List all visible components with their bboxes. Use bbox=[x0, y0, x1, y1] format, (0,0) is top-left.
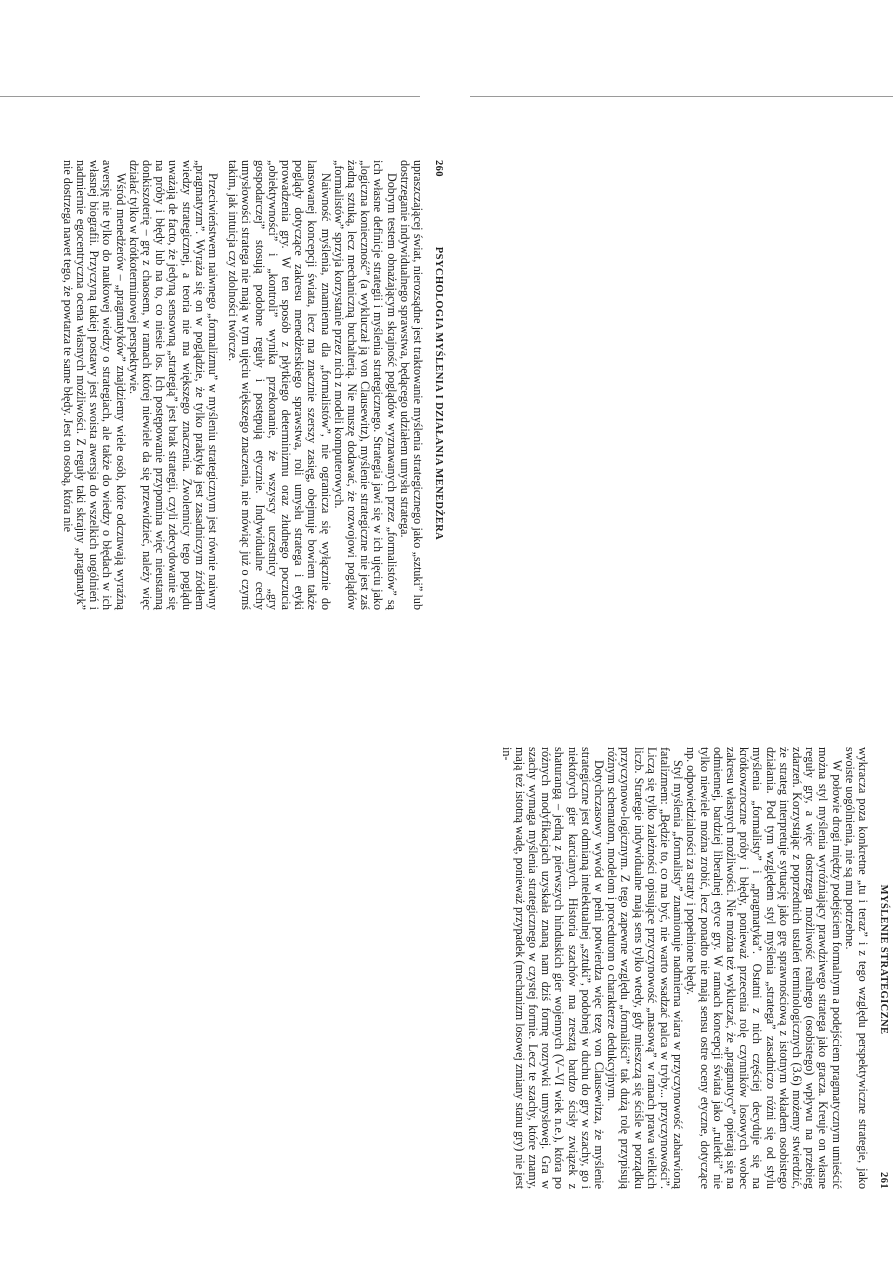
right-page-number: 261 bbox=[878, 1172, 889, 1189]
left-paragraph-2: Dobrym testem obnażającym skrajność poglądów wyznawanych przez „formalistów” są ich własne definicje strategii i myślenia strategicznego. Strategia jawi się w ich ujęciu jako „logiczna konieczność” (a wykluczał ją von Clausewitz), myślenie strategiczne nie jest zaś żadną sztuką, lecz mechaniczną buchalterią. Nie muszę dodawać, że rozwojowi poglądów „formalistów” sprzyja korzystanie przez nich z modeli komputerowych. bbox=[331, 160, 399, 610]
right-page-header bbox=[873, 747, 889, 1189]
right-paragraph-4: Dotychczasowy wywód w pełni potwierdza więc tezę von Clausewitza, że myślenie strategiczne jest odmianą intelektualnej „sztuki”, podobnej w duchu do gry w szachy, go i niektórych gier karcianych. Historia szachów ma zresztą bardzo ścisły związek z shaturangą – jedną z pierwszych hinduskich gier wojennych (V–VI wiek n.e.), która po różnych modyfikacjach uzyskała znaną nam dziś formę rozrywki umysłowej. Gra w szachy wymaga myślenia strategicznego w czystej formie. Lecz te szachy, które znamy, mają też istotną wadę, ponieważ przypadek (mechanizm losowej zmiany stanu gry) nie jest in- bbox=[499, 747, 606, 1189]
right-page bbox=[499, 747, 889, 1189]
scan-edge-line-left bbox=[0, 96, 420, 97]
left-paragraph-5: Wśród menedżerów – „pragmatyków” znajdziemy wiele osób, które odczuwają wyraźną awersję nie tylko do naukowej wiedzy o strategiach, ale także do wiedzy o błędach w ich własnej biografii. Przyczyną takiej postawy jest swoista awersja do wszelkich uogólnień i nadmiernie egocentryczna ocena własnych możliwości. Z reguły taki skrajny „pragmatyk” nie dostrzega nawet tego, że powtarza te same błędy. Jest on osobą, która nie bbox=[60, 160, 128, 610]
left-page-number: 260 bbox=[433, 160, 444, 177]
left-running-head: PSYCHOLOGIA MYŚLENIA I DZIAŁANIA MENEDŻERA bbox=[433, 246, 444, 541]
right-running-head: MYŚLENIE STRATEGICZNE bbox=[878, 884, 889, 1035]
left-paragraph-1: upraszczającej świat, nierozsądne jest traktowanie myślenia strategicznego jako „sztuki” lub dostrzeganie indywidualnego sprawstwa, będącego udziałem umysłu stratega. bbox=[397, 160, 425, 610]
right-paragraph-2: W połowie drogi między podejściem formalnym a podejściem pragmatycznym umieścić można styl myślenia wyróżniający prawdziwego stratega jako gracza. Kreuje on własne reguły gry, a więc dostrzega możliwość realnego (osobistego) wpływu na przebieg zdarzeń. Korzystając z poprzednich ustaleń terminologicznych (3.6) możemy stwierdzić, że strateg interpretuje sytuację jako grę sprawnościową z istotnym wkładem osobistego działania. Pod tym względem styl myślenia „stratega” zasadniczo różni się od stylu myślenia „formalisty” i „pragmatyka”. Ostatni z nich częściej decyduje się na krótkowzroczne próby i błędy, ponieważ przecenia rolę czynników losowych wobec zakresu własnych możliwości. Nie można też wykluczać, że „pragmatycy” opierają się na odmiennej, bardziej liberalnej etyce gry. W ramach koncepcji świata jako „ruletki” nie tylko niewiele można zrobić, lecz ponadto nie mają sensu ostre oceny etyczne, dotyczące np. odpowiedzialności za straty i popełnione błędy. bbox=[684, 747, 844, 1189]
left-paragraph-4: Przeciwieństwem naiwnego „formalizmu” w myśleniu strategicznym jest równie naiwny „pragmatyzm”. Wyraża się on w poglądzie, że tylko praktyka jest zasadniczym źródłem wiedzy strategicznej, a teoria nie ma większego znaczenia. Zwolennicy tego poglądu uważają de facto, że jedyną sensowną „strategią” jest brak strategii, czyli zdecydowanie się na próby i błędy lub na to, co niesie los. Ich postępowanie przypomina więc nieustanną donkiszoterię – grę z chaosem, w ramach której niewiele da się przewidzieć, należy więc działać tylko w krótkoterminowej perspektywie. bbox=[126, 160, 220, 610]
right-paragraph-3: Styl myślenia „formalisty” znamionuje nadmierna wiara w przyczynowość zabarwioną fatalizmem: „Będzie to, co ma być, nie warto wsadzać palca w tryby... przyczynowości”. Liczą się tylko zależności opisujące przyczynowość „masową” w ramach prawa wielkich liczb. Strategie indywidualne mają sens tylko wtedy, gdy mieszczą się ściśle w porządku przyczynowo-logicznym. Z tego zapewne względu „formaliści” tak dużą rolę przypisują różnym schematom, modelom i procedurom o charakterze dedukcyjnym. bbox=[605, 747, 686, 1189]
right-paragraph-1: wykracza poza konkretne „tu i teraz” i z tego względu perspektywiczne strategie, jako swoiste uogólnienia, nie są mu potrzebne. bbox=[842, 747, 870, 1189]
scan-edge-line-right bbox=[470, 96, 893, 97]
left-page bbox=[60, 160, 444, 610]
left-paragraph-3: Naiwność myślenia, znamienna dla „formalistów”, nie ogranicza się wyłącznie do lansowanej koncepcji świata, lecz ma znacznie szerszy zasięg, obejmuje bowiem także poglądy dotyczące zakresu menedżerskiego sprawstwa, roli umysłu stratega i etyki prowadzenia gry. W ten sposób z płytkiego determinizmu oraz złudnego poczucia „obiektywności” i „kontroli” wynika przekonanie, że wszyscy uczestnicy „gry gospodarczej” stosują podobne reguły i postępują etycznie. Indywidualne cechy umysłowości stratega nie mają w tym ujęciu większego znaczenia, nie mówiąc już o czymś takim, jak intuicja czy zdolności twórcze. bbox=[226, 160, 333, 610]
left-page-header bbox=[428, 160, 444, 610]
